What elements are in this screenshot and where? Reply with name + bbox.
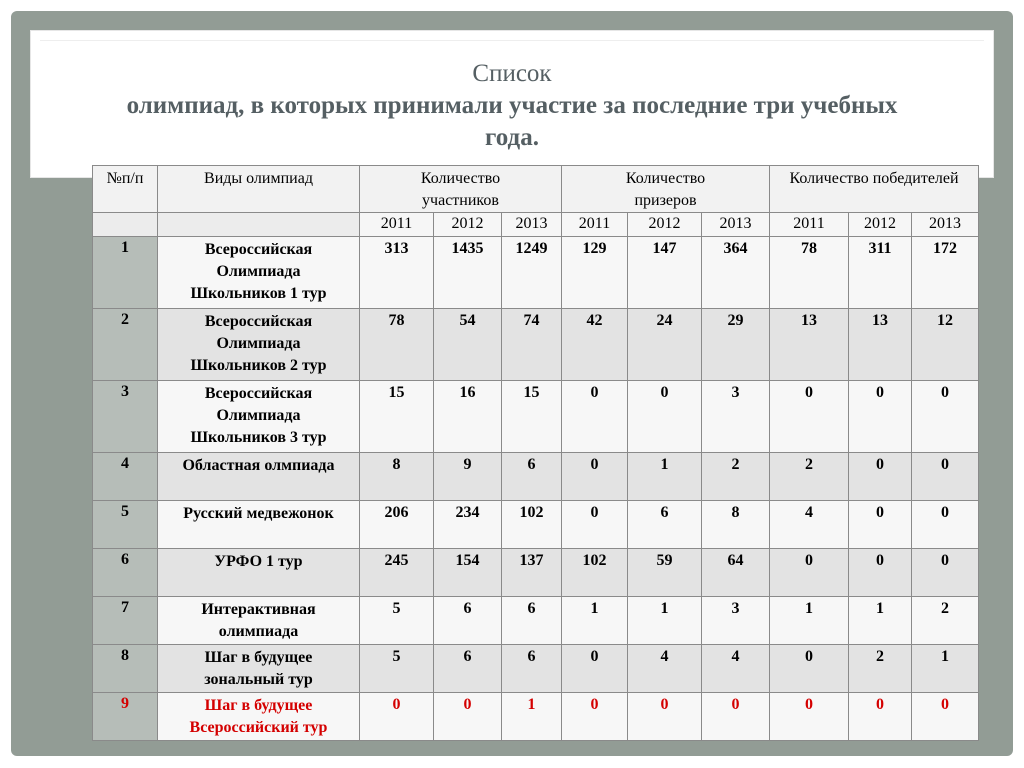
olympiad-name: Шаг в будущее зональный тур [158,645,360,693]
value-cell: 5 [360,645,434,693]
table-row [93,693,979,741]
olympiad-name: Интерактивная олимпиада [158,597,360,645]
value-cell: 2 [702,453,770,501]
value-cell: 6 [434,597,502,645]
value-cell: 4 [770,501,849,549]
value-cell: 15 [360,381,434,453]
value-cell: 0 [770,645,849,693]
value-cell: 2 [770,453,849,501]
row-number: 7 [93,597,158,645]
olympiad-name: Областная олмпиада [158,453,360,501]
value-cell: 1 [502,693,562,741]
value-cell: 0 [849,501,912,549]
value-cell: 0 [628,381,702,453]
value-cell: 234 [434,501,502,549]
value-cell: 1 [562,597,628,645]
years-row [93,213,979,237]
value-cell: 2 [849,645,912,693]
value-cell: 54 [434,309,502,381]
value-cell: 1 [912,645,979,693]
value-cell: 0 [849,381,912,453]
value-cell: 0 [770,549,849,597]
value-cell: 1 [628,597,702,645]
header-row [93,166,979,213]
value-cell: 0 [770,381,849,453]
value-cell: 42 [562,309,628,381]
olympiad-name: Русский медвежонок [158,501,360,549]
value-cell: 29 [702,309,770,381]
value-cell: 6 [434,645,502,693]
year-cell: 2013 [702,213,770,237]
table-row [93,549,979,597]
value-cell: 154 [434,549,502,597]
value-cell: 59 [628,549,702,597]
value-cell: 0 [702,693,770,741]
row-number: 5 [93,501,158,549]
value-cell: 1 [628,453,702,501]
value-cell: 6 [502,597,562,645]
value-cell: 0 [849,549,912,597]
olympiad-name: Всероссийская Олимпиада Школьников 2 тур [158,309,360,381]
year-cell: 2013 [912,213,979,237]
value-cell: 0 [912,549,979,597]
value-cell: 0 [562,453,628,501]
years-blank [93,213,158,237]
value-cell: 78 [360,309,434,381]
year-cell: 2012 [849,213,912,237]
value-cell: 0 [912,381,979,453]
title-line-1: Список [472,60,552,87]
value-cell: 102 [562,549,628,597]
value-cell: 9 [434,453,502,501]
value-cell: 13 [770,309,849,381]
table-row [93,597,979,645]
row-number: 6 [93,549,158,597]
value-cell: 24 [628,309,702,381]
row-number: 3 [93,381,158,453]
value-cell: 0 [912,501,979,549]
years-blank [158,213,360,237]
year-cell: 2012 [434,213,502,237]
value-cell: 1 [849,597,912,645]
table-row [93,645,979,693]
olympiad-name: Шаг в будущее Всероссийский тур [158,693,360,741]
value-cell: 74 [502,309,562,381]
value-cell: 172 [912,237,979,309]
table-row [93,237,979,309]
value-cell: 6 [502,453,562,501]
year-cell: 2011 [360,213,434,237]
year-cell: 2011 [562,213,628,237]
value-cell: 0 [849,453,912,501]
value-cell: 13 [849,309,912,381]
value-cell: 4 [702,645,770,693]
value-cell: 0 [912,453,979,501]
value-cell: 3 [702,381,770,453]
value-cell: 0 [562,693,628,741]
page-title [40,58,984,154]
title-line-3: года. [485,124,539,151]
value-cell: 2 [912,597,979,645]
table-row [93,501,979,549]
table-row [93,309,979,381]
value-cell: 1435 [434,237,502,309]
value-cell: 129 [562,237,628,309]
year-cell: 2012 [628,213,702,237]
value-cell: 15 [502,381,562,453]
value-cell: 1 [770,597,849,645]
value-cell: 0 [849,693,912,741]
value-cell: 102 [502,501,562,549]
value-cell: 8 [360,453,434,501]
header-type: Виды олимпиад [158,166,360,213]
value-cell: 6 [628,501,702,549]
row-number: 4 [93,453,158,501]
olympiad-name: Всероссийская Олимпиада Школьников 1 тур [158,237,360,309]
value-cell: 0 [562,501,628,549]
value-cell: 0 [770,693,849,741]
table-row [93,453,979,501]
value-cell: 313 [360,237,434,309]
value-cell: 4 [628,645,702,693]
row-number: 1 [93,237,158,309]
value-cell: 0 [628,693,702,741]
value-cell: 6 [502,645,562,693]
value-cell: 1249 [502,237,562,309]
row-number: 9 [93,693,158,741]
value-cell: 0 [912,693,979,741]
value-cell: 16 [434,381,502,453]
value-cell: 0 [562,381,628,453]
value-cell: 147 [628,237,702,309]
value-cell: 0 [562,645,628,693]
row-number: 8 [93,645,158,693]
value-cell: 8 [702,501,770,549]
value-cell: 245 [360,549,434,597]
title-line-2: олимпиад, в которых принимали участие за последние три учебных [126,92,898,119]
header-prizewinners: Количество призеров [562,166,770,213]
row-number: 2 [93,309,158,381]
olympiad-name: УРФО 1 тур [158,549,360,597]
olympiad-name: Всероссийская Олимпиада Школьников 3 тур [158,381,360,453]
value-cell: 64 [702,549,770,597]
value-cell: 3 [702,597,770,645]
value-cell: 311 [849,237,912,309]
olympiads-table [92,165,979,741]
value-cell: 78 [770,237,849,309]
value-cell: 206 [360,501,434,549]
value-cell: 0 [434,693,502,741]
year-cell: 2013 [502,213,562,237]
value-cell: 137 [502,549,562,597]
header-participants: Количество участников [360,166,562,213]
value-cell: 12 [912,309,979,381]
header-winners: Количество победителей [770,166,979,213]
value-cell: 5 [360,597,434,645]
year-cell: 2011 [770,213,849,237]
header-num: №п/п [93,166,158,213]
table-row [93,381,979,453]
value-cell: 364 [702,237,770,309]
value-cell: 0 [360,693,434,741]
